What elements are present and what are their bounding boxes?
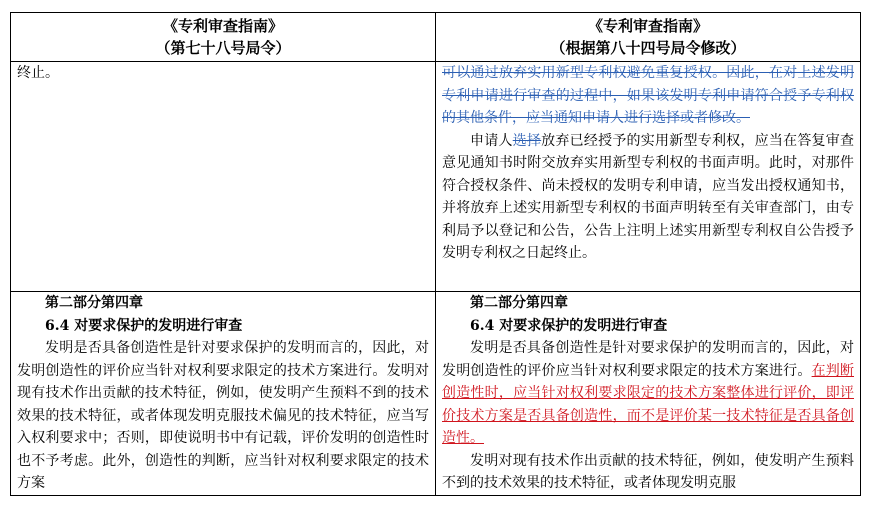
right-paragraph (442, 130, 854, 265)
header-row (11, 13, 861, 62)
inserted-text: 在判断创造性时，应当针对权利要求限定的技术方案整体进行评价，即评价技术方案是否具备创造性，而不是评价某一技术特征是否具备创造性。 (442, 362, 855, 446)
deleted-text: 选择 (512, 132, 542, 149)
text-segment: 发明是否具备创造性是针对要求保护的发明而言的，因此，对发明创造性的评价应当针对权利要求限定的技术方案进行。 (442, 340, 854, 379)
left-cell (11, 62, 436, 292)
subsection-heading: 6.4 对要求保护的发明进行审查 (45, 317, 243, 334)
text-segment: 放弃已经授予的实用新型专利权，应当在答复审查意见通知书时附交放弃实用新型专利权的书面声明。此时，对那件符合授权条件、尚未授权的发明专利申请，应当发出授权通知书，并将放弃上述实用新型专利权的书面声明转至有关审查部门，由专利局予以登记和公告，公告上注明上述实用新型专利权自公告授予发明专利权之日起终止。 (442, 132, 855, 261)
left-header-subtitle: （第七十八号局令） (155, 39, 291, 57)
right-body-continued: 发明对现有技术作出贡献的技术特征，例如，使发明产生预料不到的技术效果的技术特征，或者体现发明克服 (442, 452, 854, 491)
section-heading: 第二部分第四章 (470, 295, 568, 311)
left-cell (11, 292, 436, 496)
right-header (436, 13, 861, 62)
right-cell (436, 292, 861, 496)
subsection-heading: 6.4 对要求保护的发明进行审查 (470, 317, 668, 334)
section-heading: 第二部分第四章 (45, 295, 143, 311)
right-cell (436, 62, 861, 292)
left-header (11, 13, 436, 62)
right-body (442, 337, 854, 450)
left-text: 终止。 (17, 65, 59, 81)
left-header-title: 《专利审查指南》 (162, 17, 283, 35)
left-body: 发明是否具备创造性是针对要求保护的发明而言的，因此，对发明创造性的评价应当针对权利要求限定的技术方案进行。发明对现有技术作出贡献的技术特征，例如，使发明产生预料不到的技术效果的技术特征，或者体现发明克服技术偏见的技术特征，应当写入权利要求中；否则，即使说明书中有记载，评价发明的创造性时也不予考虑。此外，创造性的判断，应当针对权利要求限定的技术方案 (17, 340, 429, 491)
comparison-table (10, 12, 861, 496)
deleted-paragraph (442, 62, 854, 130)
table-row (11, 292, 861, 496)
deleted-text: 可以通过放弃实用新型专利权避免重复授权。因此，在对上述发明专利申请进行审查的过程中，如果该发明专利申请符合授予专利权的其他条件，应当通知申请人进行选择或者修改。 (442, 65, 854, 126)
text-segment: 申请人 (470, 132, 513, 149)
table-row (11, 62, 861, 292)
right-header-title: 《专利审查指南》 (587, 17, 708, 35)
right-header-subtitle: （根据第八十四号局令修改） (550, 39, 746, 57)
